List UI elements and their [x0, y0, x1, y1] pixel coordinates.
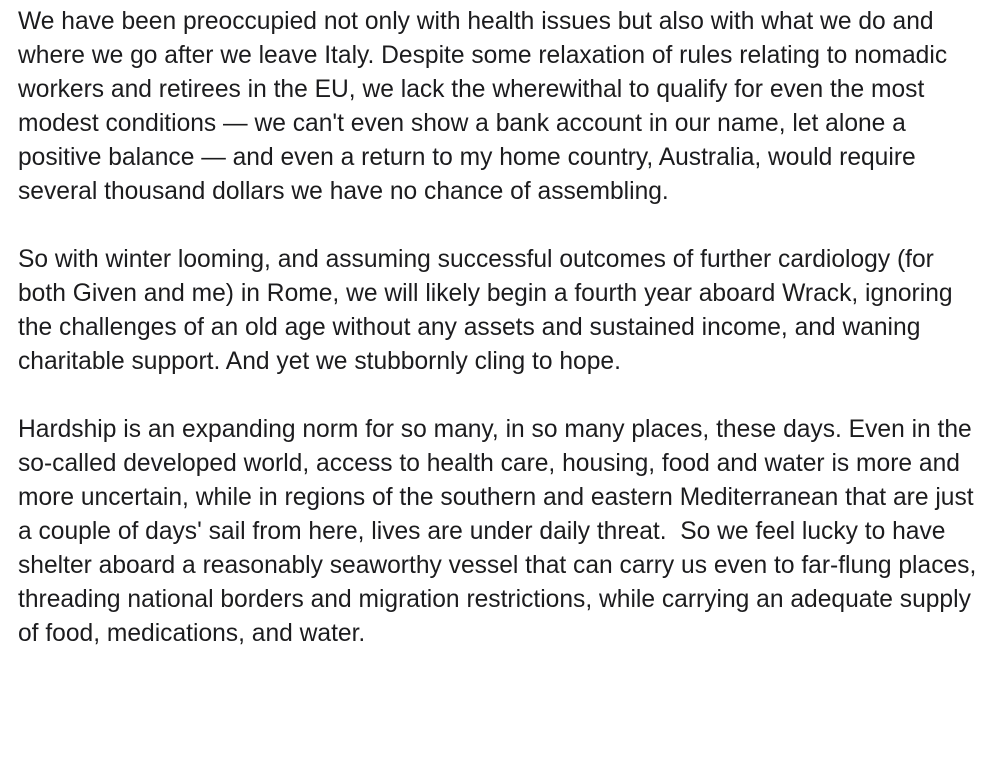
paragraph-hardship: Hardship is an expanding norm for so many, in so many places, these days. Even in the so-called developed world, access to health care, housing, food and water is more and more uncertain, while in regions of the southern and eastern Mediterranean that are just a couple of days' sail from here, lives are under daily threat. So we feel lucky to have shelter aboard a reasonably seaworthy vessel that can carry us even to far-flung places, threading national borders and migration restrictions, while carrying an adequate supply of food, medications, and water. — [18, 416, 984, 647]
post-body — [18, 5, 984, 651]
paragraph-health-and-future: We have been preoccupied not only with health issues but also with what we do and where we go after we leave Italy. Despite some relaxation of rules relating to nomadic workers and retirees in the EU, we lack the wherewithal to qualify for even the most modest conditions — we can't even show a bank account in our name, let alone a positive balance — and even a return to my home country, Australia, would require several thousand dollars we have no chance of assembling. — [18, 8, 954, 205]
paragraph-winter-plans: So with winter looming, and assuming successful outcomes of further cardiology (for both Given and me) in Rome, we will likely begin a fourth year aboard Wrack, ignoring the challenges of an old age without any assets and sustained income, and waning charitable support. And yet we stubbornly cling to hope. — [18, 246, 960, 375]
